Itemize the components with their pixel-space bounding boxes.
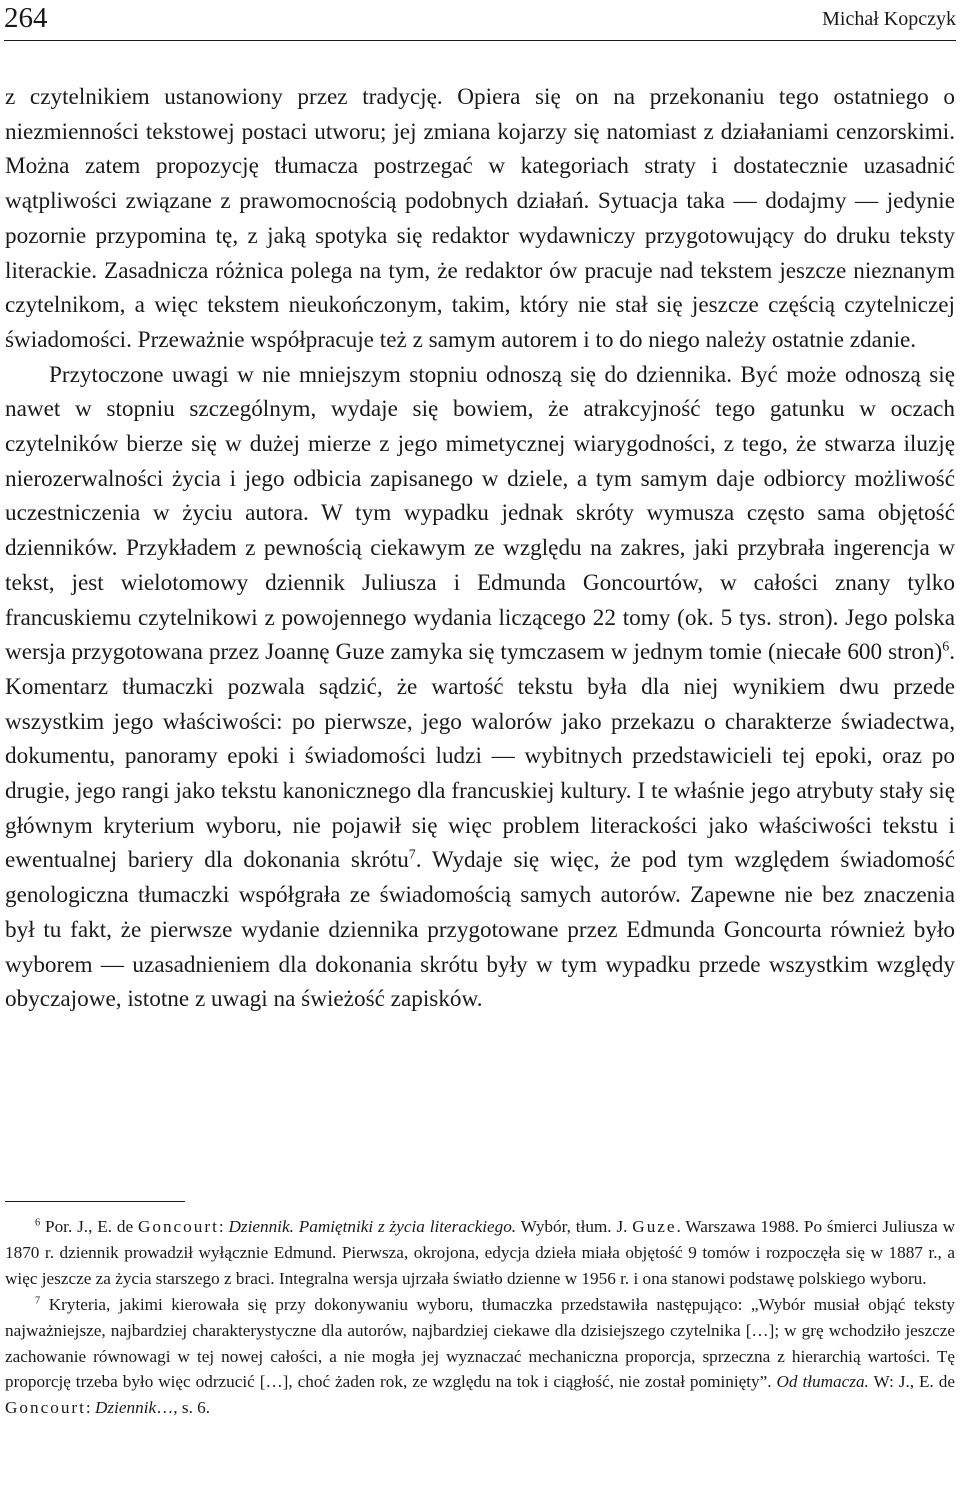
- footnote-6-text-b: :: [218, 1217, 229, 1236]
- footnote-7: [5, 1292, 955, 1422]
- footnotes: [5, 1214, 955, 1421]
- footnote-7-source-title: Od tłumacza.: [776, 1372, 869, 1392]
- paragraph-2-part-b: . Komentarz tłumaczki pozwala sądzić, że wartość tekstu była dla niej wynikiem dwu przede wszystkim jego właściwości: po pierwsze, jego walorów jako przekazu o charakterze świadectwa, dokumentu, panoramy epoki i świadomości ludzi — wybitnych przedstawicieli tej epoki, oraz po drugie, jego rangi jako tekstu kanonicznego dla francuskiej kultury. I te właśnie jego atrybuty stały się głównym kryterium wyboru, nie pojawił się więc problem literackości jako właściwości tekstu i ewentualnej bariery dla dokonania skrótu: [5, 639, 955, 874]
- footnote-6-title: Dziennik. Pamiętniki z życia literackiego.: [228, 1217, 517, 1236]
- footnote-ref-6[interactable]: 6: [942, 639, 950, 655]
- footnote-6-text-d: . Warszawa 1988. Po śmierci Juliusza w 1870 r. dziennik prowadził wyłącznie Edmund. Pierwsza, okrojona, edycja dzieła miała objętość 9 tomów i rozpoczęła się w 1887 r., a więc jeszcze za życia starszego z braci. Integralna wersja ujrzała światło dzienne w 1956 r. i ona stanowi podstawę polskiego wyboru.: [5, 1217, 955, 1288]
- running-header: [4, 0, 956, 40]
- footnote-6-text-a: Por. J., E. de: [45, 1217, 138, 1236]
- page-number: 264: [4, 2, 48, 34]
- footnote-ref-7[interactable]: 7: [408, 847, 416, 863]
- footnote-7-text-c: :: [85, 1398, 95, 1418]
- header-rule: [4, 40, 956, 41]
- paragraph-2-part-c: . Wydaje się więc, że pod tym względem świadomość genologiczna tłumaczki współgrała ze świadomością samych autorów. Zapewne nie bez znaczenia był tu fakt, że pierwsze wydanie dziennika przygotowane przez Edmunda Goncourta również było wyborem — uzasadnieniem dla dokonania skrótu były w tym wypadku przede wszystkim względy obyczajowe, istotne z uwagi na świeżość zapisków.: [5, 847, 955, 1013]
- footnote-7-author: Goncourt: [5, 1398, 86, 1418]
- footnote-7-work-title: Dziennik: [95, 1398, 157, 1418]
- footnote-7-number: 7: [35, 1294, 41, 1306]
- footnote-7-text-a: Kryteria, jakimi kierowała się przy dokonywaniu wyboru, tłumaczka przedstawiła następująco: „Wybór musiał objąć teksty najważniejsze, najbardziej charakterystyczne dla autorów, najbardziej ciekawe dla dzisiejszego czytelnika […]; w grę wchodziło jeszcze zachowanie równowagi w tej nowej całości, a nie mogła jej wyznaczać mechaniczna proporcja, sprzeczna z hierarchią wartości. Tę proporcję trzeba było więc odrzucić […], choć żaden rok, ze względu na tok i ciągłość, nie został pominięty”.: [5, 1294, 955, 1392]
- footnote-7-text-d: …, s. 6.: [156, 1398, 211, 1418]
- running-author: Michał Kopczyk: [822, 8, 956, 30]
- paragraph-2: [5, 358, 955, 1017]
- footnote-6-translator: Guze: [632, 1217, 677, 1236]
- paragraph-2-part-a: Przytoczone uwagi w nie mniejszym stopniu odnoszą się do dziennika. Być może odnoszą się nawet w stopniu szczególnym, wydaje się bowiem, że atrakcyjność tego gatunku w oczach czytelników bierze się w dużej mierze z jego mimetycznej wiarygodności, z tego, że stwarza iluzję nierozerwalności życia i jego odbicia zapisanego w dziele, a tym samym daje odbiorcy możliwość uczestniczenia w życiu autora. W tym wypadku jednak skróty wymusza często sama objętość dzienników. Przykładem z pewnością ciekawym ze względu na zakres, jaki przybrała ingerencja w tekst, jest wielotomowy dziennik Juliusza i Edmunda Goncourtów, w całości znany tylko francuskiemu czytelnikowi z powojennego wydania liczącego 22 tomy (ok. 5 tys. stron). Jego polska wersja przygotowana przez Joannę Guze zamyka się tymczasem w jednym tomie (niecałe 600 stron): [5, 361, 955, 666]
- footnote-7-text-b: W: J., E. de: [868, 1372, 955, 1392]
- footnote-rule: [5, 1201, 185, 1202]
- footnote-6-text-c: Wybór, tłum. J.: [516, 1217, 633, 1236]
- main-text: [5, 80, 955, 1017]
- footnote-6-author: Goncourt: [137, 1217, 219, 1236]
- footnote-6: [5, 1214, 955, 1292]
- footnote-6-number: 6: [35, 1217, 41, 1229]
- paragraph-1: z czytelnikiem ustanowiony przez tradycję. Opiera się on na przekonaniu tego ostatniego o niezmienności tekstowej postaci utworu; jej zmiana kojarzy się natomiast z działaniami cenzorskimi. Można zatem propozycję tłumacza postrzegać w kategoriach straty i dostatecznie uzasadnić wątpliwości związane z prawomocnością podobnych działań. Sytuacja taka — dodajmy — jedynie pozornie przypomina tę, z jaką spotyka się redaktor wydawniczy przygotowujący do druku teksty literackie. Zasadnicza różnica polega na tym, że redaktor ów pracuje nad tekstem jeszcze nieznanym czytelnikom, a więc tekstem nieukończonym, takim, który nie stał się jeszcze częścią czytelniczej świadomości. Przeważnie współpracuje też z samym autorem i to do niego należy ostatnie zdanie.: [5, 84, 955, 353]
